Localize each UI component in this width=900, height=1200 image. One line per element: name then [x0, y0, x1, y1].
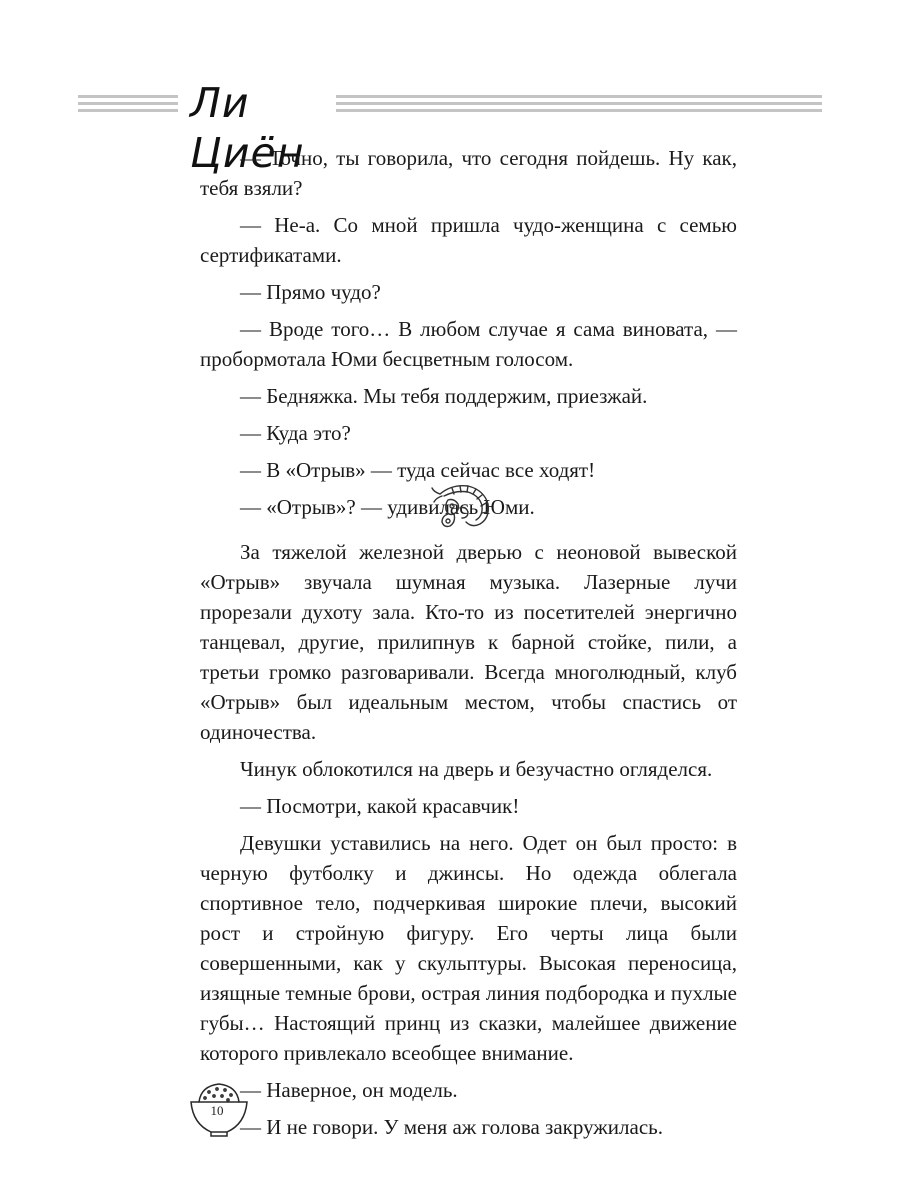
paragraph: За тяжелой железной дверью с неоновой вывеской «Отрыв» звучала шумная музыка. Лазерные лучи прорезали духоту зала. Кто-то из посетителей энергично танцевал, другие, прилипнув к барной стойке, пили, а третьи громко разговаривали. Всегда многолюдный, клуб «Отрыв» был идеальным местом, чтобы спастись от одиночества. [200, 540, 737, 744]
prose-block [200, 537, 737, 1149]
paragraph: — Куда это? [240, 421, 351, 445]
paragraph: Чинук облокотился на дверь и безучастно огляделся. [240, 757, 713, 781]
paragraph: — Бедняжка. Мы тебя поддержим, приезжай. [240, 384, 648, 408]
paragraph: — В «Отрыв» — туда сейчас все ходят! [240, 458, 596, 482]
paragraph: — «Отрыв»? — удивилась Юми. [240, 495, 535, 519]
page-number: 10 [210, 1103, 224, 1118]
paragraph: — Не-а. Со мной пришла чудо-женщина с семью сертификатами. [200, 213, 737, 267]
paragraph: — Прямо чудо? [240, 280, 381, 304]
paragraph: — И не говори. У меня аж голова закружилась. [240, 1115, 663, 1139]
paragraph: — Наверное, он модель. [240, 1078, 458, 1102]
paragraph: — Точно, ты говорила, что сегодня пойдешь. Ну как, тебя взяли? [200, 146, 737, 200]
dialogue-block [200, 143, 737, 529]
paragraph: — Вроде того… В любом случае я сама виновата, — пробормотала Юми бесцветным голосом. [200, 317, 737, 371]
paragraph: — Посмотри, какой красавчик! [240, 794, 520, 818]
header-rule-left [78, 95, 178, 111]
author-name: Ли Циён [190, 79, 305, 177]
page-footer [187, 1078, 251, 1144]
shrimp-icon [430, 478, 494, 532]
paragraph: Девушки уставились на него. Одет он был просто: в черную футболку и джинсы. Но одежда облегала спортивное тело, подчеркивая широкие плечи, высокий рост и стройную фигуру. Его черты лица были совершенными, как у скульптуры. Высокая переносица, изящные темные брови, острая линия подбородка и пухлые губы… Настоящий принц из сказки, малейшее движение которого привлекало всеобщее внимание. [200, 831, 737, 1065]
header-rule-right [336, 95, 822, 111]
